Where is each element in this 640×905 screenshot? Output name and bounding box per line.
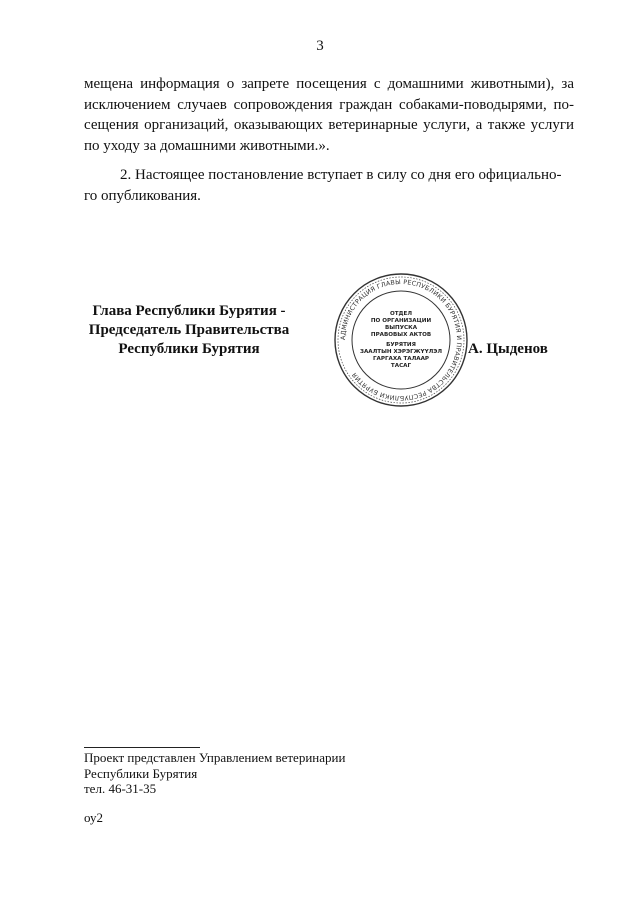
stamp-line: БУРЯТИЯ — [386, 342, 416, 348]
svg-text:АДМИНИСТРАЦИЯ ГЛАВЫ РЕСПУБЛИКИ — [340, 279, 462, 401]
paragraph-line: мещена информация о запрете посещения с домашними животными), за — [84, 76, 574, 92]
signer-title-line: Республики Бурятия — [118, 341, 260, 357]
paragraph-line: го опубликования. — [84, 187, 201, 204]
paragraph-effective-date — [84, 165, 574, 206]
stamp-line: ВЫПУСКА — [384, 325, 418, 331]
stamp-seal-graphic — [333, 272, 469, 408]
stamp-line: ТАСАГ — [390, 363, 412, 369]
footer-line: Республики Бурятия — [84, 765, 198, 781]
paragraph-line: исключением случаев сопровождения граждан собаками-поводырями, по- — [84, 96, 574, 113]
paragraph-line: сещения организаций, оказывающих ветеринарные услуги, а также услуги — [84, 117, 574, 133]
stamp-line: ЗААЛТЫН ХЭРЭГЖҮҮЛЭЛ — [359, 349, 443, 355]
paragraph-line: 2. Настоящее постановление вступает в силу со дня его официально- — [120, 167, 562, 183]
signer-title-line: Глава Республики Бурятия - — [92, 303, 286, 319]
footer-line: Проект представлен Управлением ветеринарии — [84, 750, 346, 765]
document-code: оу2 — [84, 810, 104, 825]
footer-line: тел. 46-31-35 — [84, 781, 157, 796]
page-number: 3 — [316, 38, 324, 54]
stamp-line: ГАРГАХА ТАЛААР — [372, 356, 430, 362]
footer-divider — [84, 747, 200, 748]
stamp-line: ПО ОРГАНИЗАЦИИ — [370, 318, 432, 324]
stamp-line: ОТДЕЛ — [389, 311, 413, 317]
signer-title — [86, 302, 292, 359]
paragraph-continuation — [84, 74, 574, 156]
stamp-ring-text: АДМИНИСТРАЦИЯ ГЛАВЫ РЕСПУБЛИКИ БУРЯТИЯ И ПРАВИТЕЛЬСТВА РЕСПУБЛИКИ БУРЯТИЯ — [339, 278, 463, 402]
footer-note — [84, 750, 345, 797]
paragraph-line: по уходу за домашними животными.». — [84, 137, 330, 154]
signer-name: А. Цыденов — [468, 341, 548, 357]
official-stamp — [333, 272, 469, 408]
signer-title-line: Председатель Правительства — [88, 322, 290, 338]
stamp-line: ПРАВОВЫХ АКТОВ — [370, 332, 432, 338]
